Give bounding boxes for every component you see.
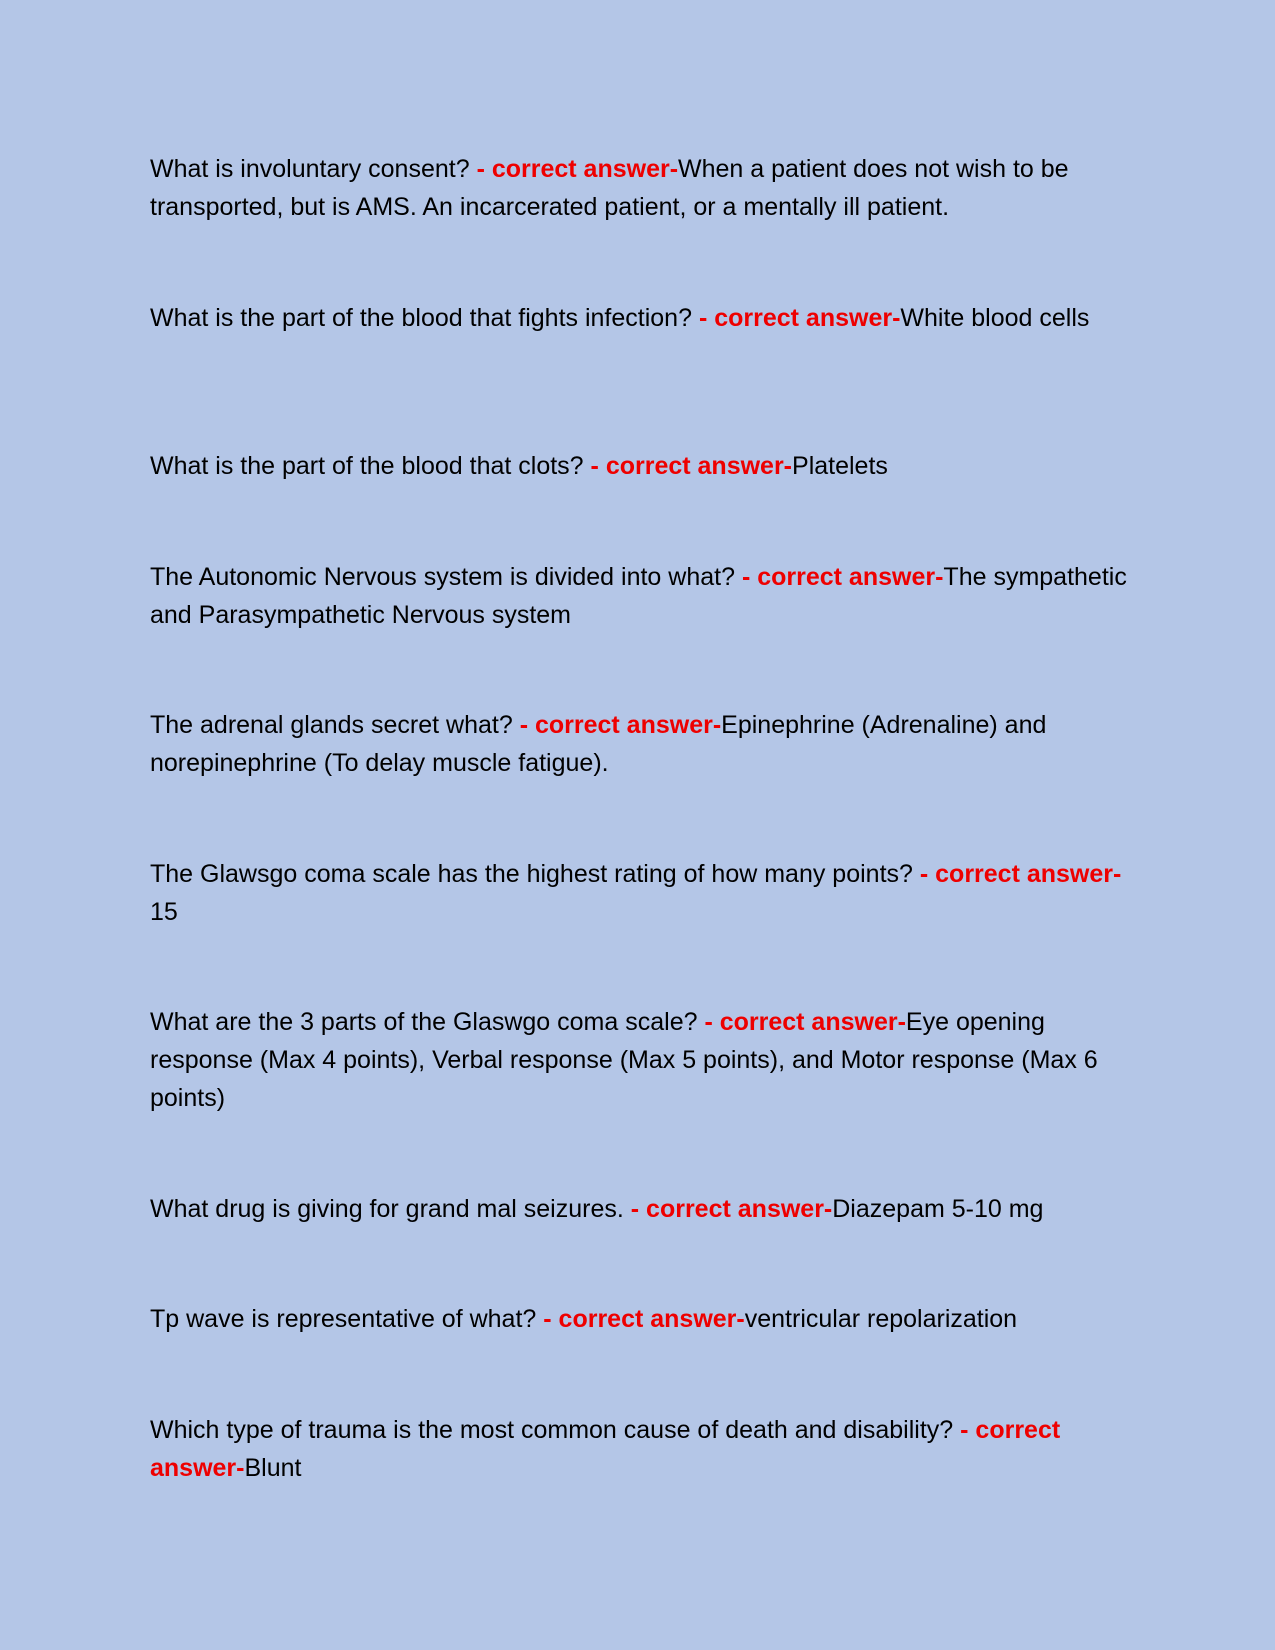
question-text: Which type of trauma is the most common cause of death and disability? bbox=[150, 1416, 954, 1444]
correct-answer-marker: - correct answer- bbox=[543, 1305, 745, 1333]
correct-answer-marker: - correct answer- bbox=[741, 563, 944, 591]
correct-answer-marker: - correct answer- bbox=[698, 304, 901, 332]
question-text: What drug is giving for grand mal seizures. bbox=[150, 1195, 624, 1223]
answer-text: Eye opening response (Max 4 points), Verbal response (Max 5 points), and Motor response (Max 6 points) bbox=[150, 1008, 1098, 1112]
answer-text: Platelets bbox=[792, 452, 888, 480]
answer-text: The sympathetic and Parasympathetic Nervous system bbox=[150, 563, 1127, 629]
answer-text: ventricular repolarization bbox=[744, 1305, 1018, 1333]
question-text: What is the part of the blood that clots? bbox=[150, 452, 584, 480]
question-text: Tp wave is representative of what? bbox=[150, 1305, 537, 1333]
question-text: What is involuntary consent? bbox=[150, 155, 470, 183]
question-text: The Autonomic Nervous system is divided into what? bbox=[150, 563, 735, 591]
answer-text: 15 bbox=[150, 898, 178, 926]
correct-answer-marker: - correct answer- bbox=[476, 155, 679, 183]
answer-text: White blood cells bbox=[900, 304, 1090, 332]
correct-answer-marker: - correct answer- bbox=[519, 711, 722, 739]
qa-item bbox=[150, 1411, 1130, 1487]
correct-answer-marker: - correct answer- bbox=[590, 452, 793, 480]
answer-text: Blunt bbox=[244, 1454, 302, 1482]
qa-item bbox=[150, 1300, 1130, 1338]
qa-item bbox=[150, 299, 1130, 337]
qa-item bbox=[150, 150, 1130, 226]
answer-text: Epinephrine (Adrenaline) and norepinephrine (To delay muscle fatigue). bbox=[150, 711, 1047, 777]
correct-answer-marker: - correct answer- bbox=[630, 1195, 833, 1223]
qa-item bbox=[150, 558, 1130, 634]
qa-item bbox=[150, 706, 1130, 782]
qa-item bbox=[150, 1190, 1130, 1228]
qa-item bbox=[150, 1003, 1130, 1117]
question-text: The adrenal glands secret what? bbox=[150, 711, 513, 739]
question-text: What is the part of the blood that fights infection? bbox=[150, 304, 692, 332]
question-text: The Glawsgo coma scale has the highest rating of how many points? bbox=[150, 860, 913, 888]
question-text: What are the 3 parts of the Glaswgo coma scale? bbox=[150, 1008, 698, 1036]
correct-answer-marker: - correct answer- bbox=[919, 860, 1122, 888]
qa-item bbox=[150, 855, 1130, 931]
qa-item bbox=[150, 447, 1130, 485]
correct-answer-marker: - correct answer- bbox=[704, 1008, 906, 1036]
answer-text: When a patient does not wish to be transported, but is AMS. An incarcerated patient, or a mentally ill patient. bbox=[150, 155, 1069, 221]
answer-text: Diazepam 5-10 mg bbox=[832, 1195, 1044, 1223]
correct-answer-marker: - correct answer- bbox=[150, 1416, 1061, 1482]
